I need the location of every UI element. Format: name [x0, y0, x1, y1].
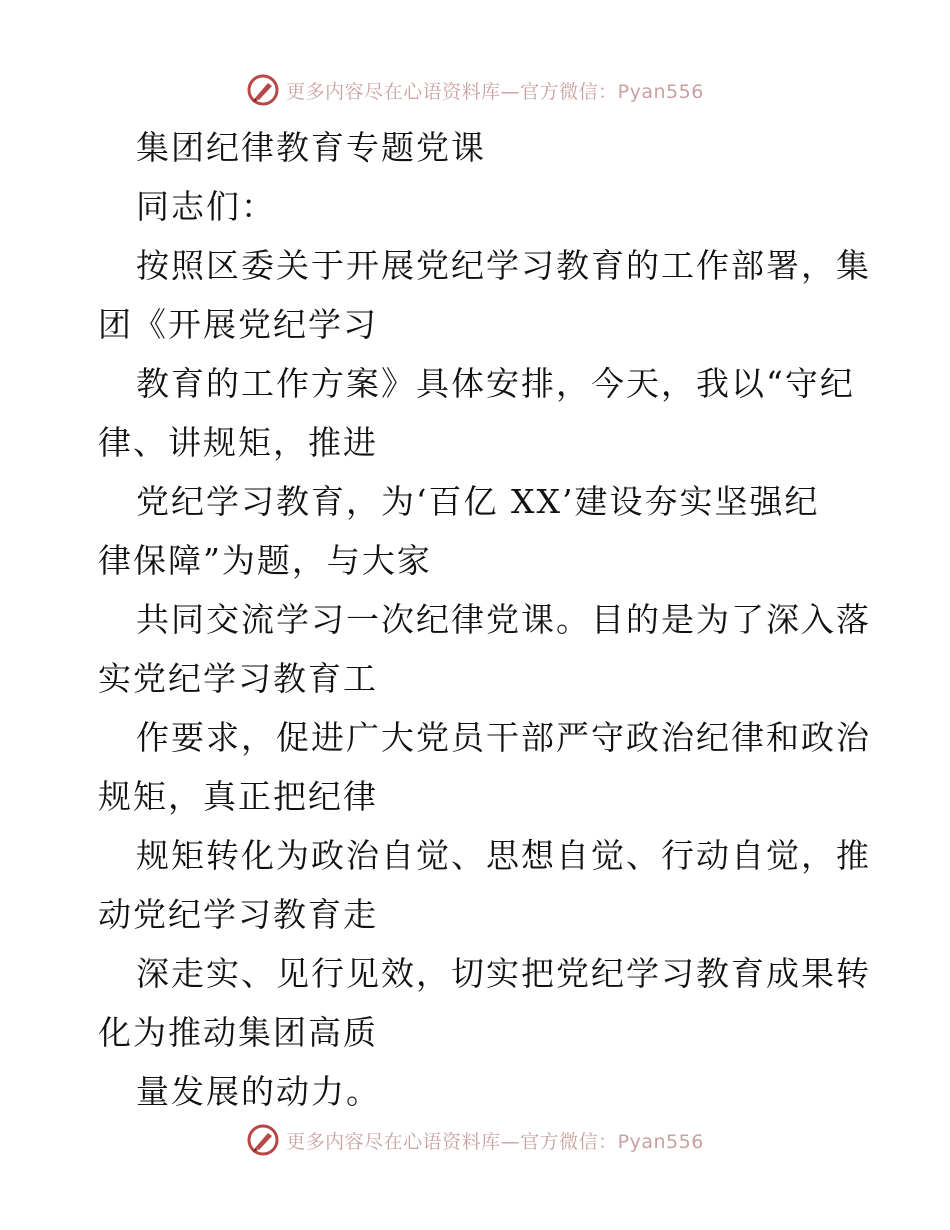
paragraph-line: 量发展的动力。	[136, 1072, 381, 1111]
paragraph-line: 按照区委关于开展党纪学习教育的工作部署，集	[136, 246, 871, 285]
pen-circle-logo-icon	[246, 1123, 280, 1157]
watermark-text: 更多内容尽在心语资料库—官方微信：Pyan556	[286, 1130, 704, 1153]
pen-circle-logo-icon	[246, 73, 280, 107]
paragraph-line: 化为推动集团高质	[98, 1013, 378, 1052]
footer-watermark	[0, 1120, 950, 1160]
document-title: 集团纪律教育专题党课	[136, 128, 486, 167]
watermark-text: 更多内容尽在心语资料库—官方微信：Pyan556	[286, 80, 704, 103]
paragraph-line: 团《开展党纪学习	[98, 305, 378, 344]
paragraph-line: 深走实、见行见效，切实把党纪学习教育成果转	[136, 954, 871, 993]
paragraph-line: 律保障”为题，与大家	[98, 541, 432, 580]
paragraph-line: 共同交流学习一次纪律党课。目的是为了深入落	[136, 600, 871, 639]
paragraph-line: 作要求，促进广大党员干部严守政治纪律和政治	[136, 718, 871, 757]
salutation: 同志们：	[136, 187, 276, 226]
paragraph-line: 动党纪学习教育走	[98, 895, 378, 934]
paragraph-line: 教育的工作方案》具体安排，今天，我以“守纪	[136, 364, 855, 403]
paragraph-line: 党纪学习教育，为‘百亿 XX’建设夯实坚强纪	[136, 482, 820, 521]
paragraph-line: 规矩转化为政治自觉、思想自觉、行动自觉，推	[136, 836, 871, 875]
paragraph-line: 实党纪学习教育工	[98, 659, 378, 698]
document-body	[98, 118, 871, 1121]
paragraph-line: 规矩，真正把纪律	[98, 777, 378, 816]
paragraph-line: 律、讲规矩，推进	[98, 423, 378, 462]
header-watermark	[0, 70, 950, 110]
